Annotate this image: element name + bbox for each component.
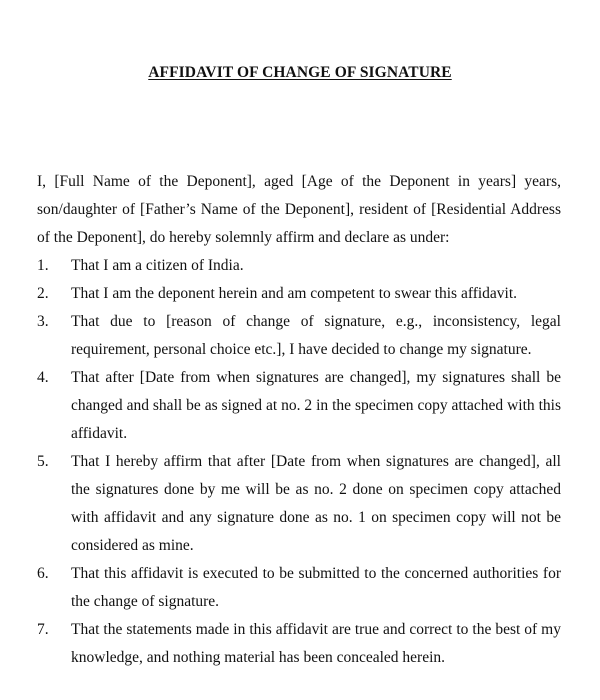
- clause-number: 4.: [37, 369, 49, 386]
- clause-text: That I am a citizen of India.: [71, 257, 244, 274]
- clause-text: That due to [reason of change of signature, e.g., inconsistency, legal requirement, personal choice etc.], I have decided to change my signature.: [71, 313, 561, 358]
- clause-number: 1.: [37, 257, 49, 274]
- clause-text: That I hereby affirm that after [Date from when signatures are changed], all the signatures done by me will be as no. 2 done on specimen copy attached with affidavit and any signature done as no. 1 on specimen copy will not be considered as mine.: [71, 453, 561, 554]
- clause-item: [37, 616, 561, 672]
- clause-item: [37, 308, 561, 364]
- clause-number: 7.: [37, 621, 49, 638]
- clause-number: 6.: [37, 565, 49, 582]
- clause-item: [37, 280, 561, 308]
- clause-item: [37, 252, 561, 280]
- clause-text: That this affidavit is executed to be submitted to the concerned authorities for the change of signature.: [71, 565, 561, 610]
- clause-list: [37, 252, 561, 672]
- clause-text: That after [Date from when signatures are changed], my signatures shall be changed and shall be as signed at no. 2 in the specimen copy attached with this affidavit.: [71, 369, 561, 442]
- document-title: AFFIDAVIT OF CHANGE OF SIGNATURE: [148, 64, 452, 81]
- clause-item: [37, 560, 561, 616]
- clause-number: 3.: [37, 313, 49, 330]
- clause-item: [37, 448, 561, 560]
- clause-text: That the statements made in this affidavit are true and correct to the best of my knowledge, and nothing material has been concealed herein.: [71, 621, 561, 666]
- clause-item: [37, 364, 561, 448]
- clause-text: That I am the deponent herein and am competent to swear this affidavit.: [71, 285, 518, 302]
- clause-number: 5.: [37, 453, 49, 470]
- intro-paragraph: I, [Full Name of the Deponent], aged [Age of the Deponent in years] years, son/daughter of [Father’s Name of the Deponent], resident of [Residential Address of the Deponent], do hereby solemnly affirm and declare as under:: [37, 172, 561, 246]
- clause-number: 2.: [37, 285, 49, 302]
